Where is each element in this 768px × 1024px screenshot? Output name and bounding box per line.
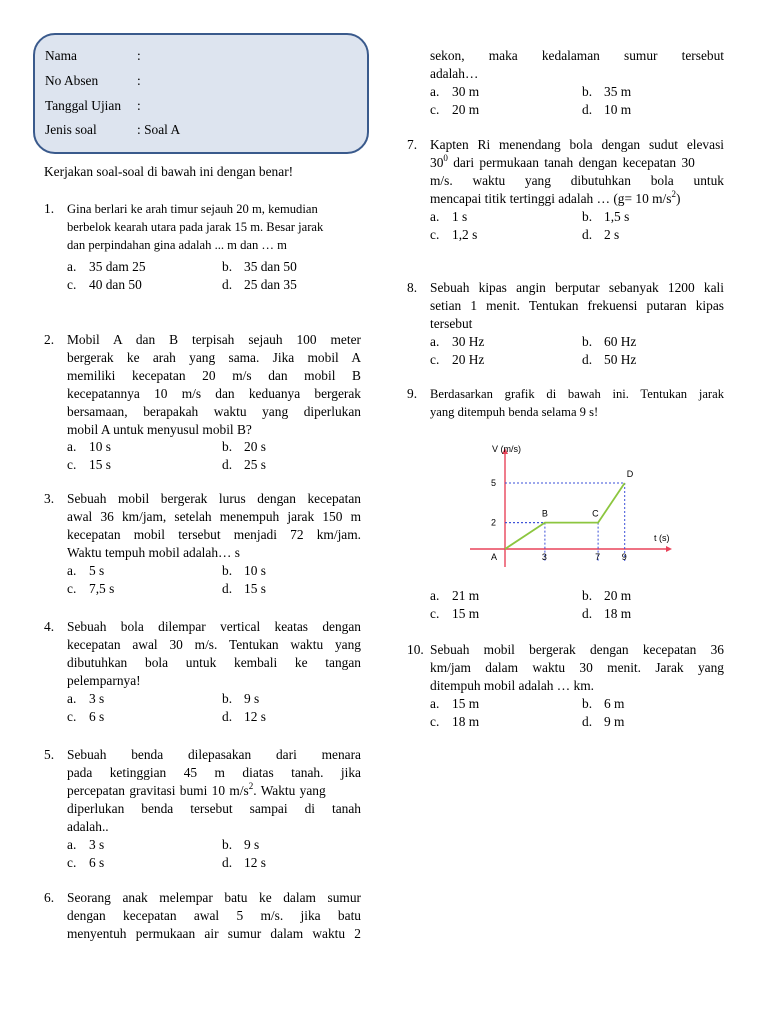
x-tick-label: 3: [541, 552, 547, 562]
option-b[interactable]: b. 9 s: [222, 691, 260, 706]
y-tick-label: 2: [491, 517, 497, 528]
option-c[interactable]: c. 40 dan 50: [67, 277, 142, 292]
option-c[interactable]: c. 1,2 s: [430, 227, 478, 242]
option-d[interactable]: d. 18 m: [582, 606, 632, 621]
option-b[interactable]: b. 35 m: [582, 84, 632, 99]
option-b[interactable]: b. 20 m: [582, 588, 632, 603]
point-label-a: A: [491, 552, 498, 562]
option-a[interactable]: a. 10 s: [67, 439, 111, 454]
option-c[interactable]: c. 6 s: [67, 709, 105, 724]
option-a[interactable]: a. 35 dam 25: [67, 259, 146, 274]
point-label-b: B: [541, 508, 548, 519]
point-label-d: D: [626, 469, 634, 479]
option-b[interactable]: b. 6 m: [582, 696, 625, 711]
option-a[interactable]: a. 30 Hz: [430, 334, 485, 349]
x-axis-label: t (s): [654, 533, 670, 543]
series-line: [505, 483, 625, 549]
option-c[interactable]: c. 20 m: [430, 102, 480, 117]
option-a[interactable]: a. 3 s: [67, 691, 105, 706]
option-d[interactable]: d. 50 Hz: [582, 352, 637, 367]
option-c[interactable]: c. 15 s: [67, 457, 111, 472]
x-axis-arrow-icon: [666, 546, 672, 552]
option-d[interactable]: d. 10 m: [582, 102, 632, 117]
option-a[interactable]: a. 15 m: [430, 696, 480, 711]
option-c[interactable]: c. 15 m: [430, 606, 480, 621]
option-a[interactable]: a. 30 m: [430, 84, 480, 99]
velocity-time-chart: [466, 440, 686, 580]
y-axis-label: V (m/s): [492, 444, 521, 454]
y-tick-label: 5: [491, 478, 497, 488]
x-tick-label: 9: [621, 552, 627, 562]
identity-box: Nama : No Absen : Tanggal Ujian : Jenis soal : Soal A: [33, 33, 369, 154]
option-a[interactable]: a. 5 s: [67, 563, 105, 578]
option-d[interactable]: d. 12 s: [222, 709, 266, 724]
option-b[interactable]: b. 35 dan 50: [222, 259, 297, 274]
option-c[interactable]: c. 18 m: [430, 714, 480, 729]
option-b[interactable]: b. 10 s: [222, 563, 266, 578]
option-a[interactable]: a. 21 m: [430, 588, 480, 603]
option-c[interactable]: c. 6 s: [67, 855, 105, 870]
option-c[interactable]: c. 20 Hz: [430, 352, 485, 367]
option-d[interactable]: d. 15 s: [222, 581, 266, 596]
option-a[interactable]: a. 1 s: [430, 209, 468, 224]
point-label-c: C: [592, 508, 599, 519]
option-c[interactable]: c. 7,5 s: [67, 581, 115, 596]
option-d[interactable]: d. 25 s: [222, 457, 266, 472]
option-d[interactable]: d. 9 m: [582, 714, 625, 729]
option-b[interactable]: b. 60 Hz: [582, 334, 637, 349]
option-b[interactable]: b. 20 s: [222, 439, 266, 454]
option-d[interactable]: d. 12 s: [222, 855, 266, 870]
option-a[interactable]: a. 3 s: [67, 837, 105, 852]
option-b[interactable]: b. 9 s: [222, 837, 260, 852]
x-tick-label: 7: [595, 552, 601, 562]
option-d[interactable]: d. 25 dan 35: [222, 277, 297, 292]
instruction: Kerjakan soal-soal di bawah ini dengan benar!: [44, 164, 294, 179]
option-b[interactable]: b. 1,5 s: [582, 209, 630, 224]
option-d[interactable]: d. 2 s: [582, 227, 620, 242]
